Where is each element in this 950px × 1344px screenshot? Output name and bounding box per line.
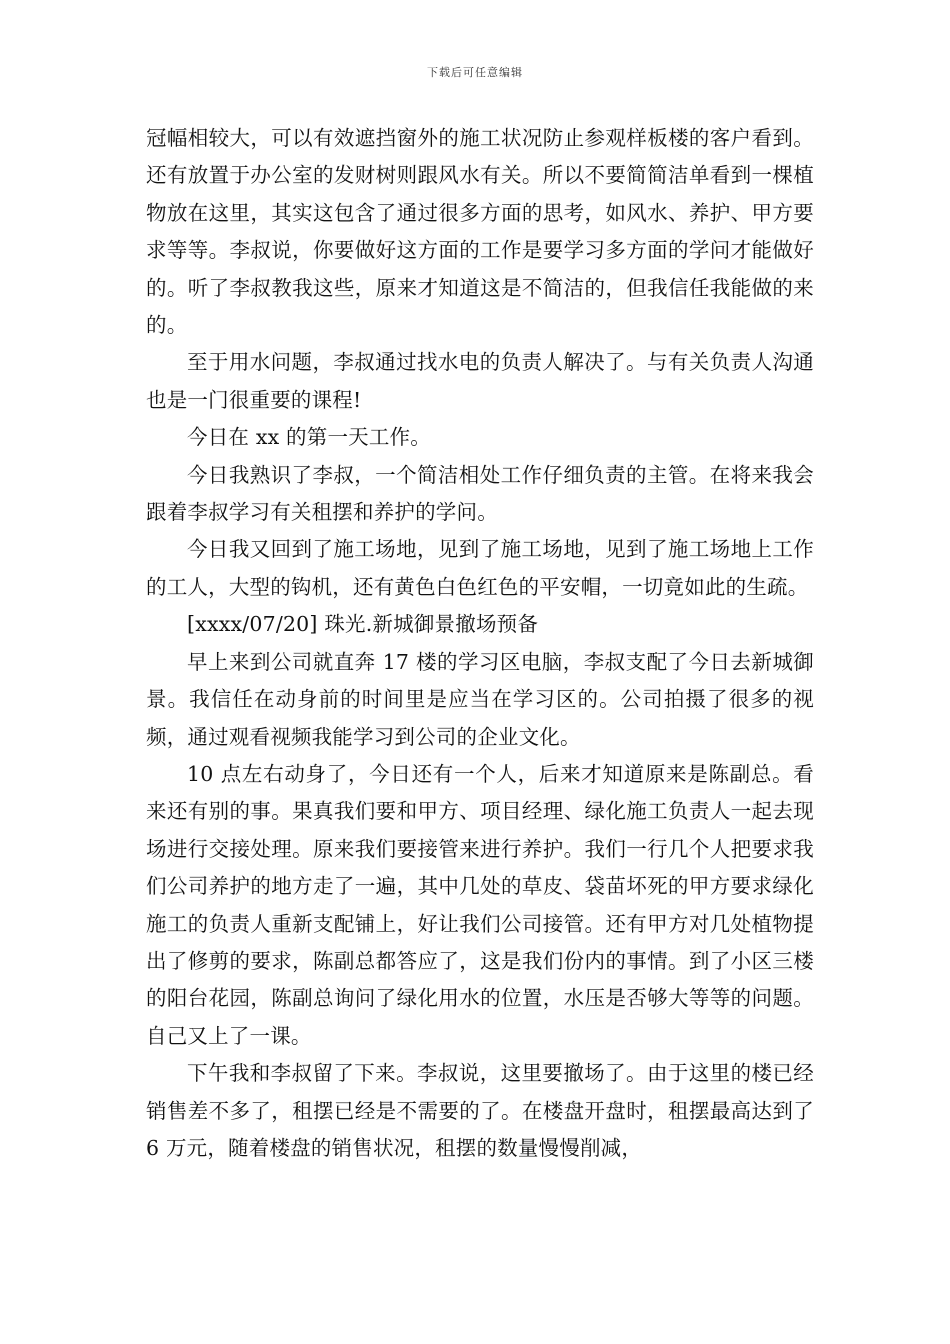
page-header: 下载后可任意编辑 xyxy=(427,66,523,79)
paragraph: 今日在 xx 的第一天工作。 xyxy=(187,425,431,450)
section-heading: [xxxx/07/20] 珠光.新城御景撤场预备 xyxy=(187,612,539,637)
document-body xyxy=(146,120,814,1167)
paragraph: 冠幅相较大，可以有效遮挡窗外的施工状况防止参观样板楼的客户看到。还有放置于办公室的发财树则跟风水有关。所以不要简简洁单看到一棵植物放在这里，其实这包含了通过很多方面的思考，如风水、养护、甲方要求等等。李叔说，你要做好这方面的工作是要学习多方面的学问才能做好的。听了李叔教我这些，原来才知道这是不简洁的，但我信任我能做的来的。 xyxy=(146,126,814,338)
paragraph: 今日我又回到了施工场地，见到了施工场地，见到了施工场地上工作的工人，大型的钩机，还有黄色白色红色的平安帽，一切竟如此的生疏。 xyxy=(146,537,814,599)
paragraph: 今日我熟识了李叔，一个简洁相处工作仔细负责的主管。在将来我会跟着李叔学习有关租摆和养护的学问。 xyxy=(146,462,814,525)
paragraph: 至于用水问题，李叔通过找水电的负责人解决了。与有关负责人沟通也是一门很重要的课程! xyxy=(146,350,814,412)
paragraph: 早上来到公司就直奔 17 楼的学习区电脑，李叔支配了今日去新城御景。我信任在动身前的时间里是应当在学习区的。公司拍摄了很多的视频，通过观看视频我能学习到公司的企业文化。 xyxy=(146,649,814,749)
paragraph: 下午我和李叔留了下来。李叔说，这里要撤场了。由于这里的楼已经销售差不多了，租摆已经是不需要的了。在楼盘开盘时，租摆最高达到了 6 万元，随着楼盘的销售状况，租摆的数量慢慢削减， xyxy=(146,1061,814,1160)
paragraph: 10 点左右动身了，今日还有一个人，后来才知道原来是陈副总。看来还有别的事。果真我们要和甲方、项目经理、绿化施工负责人一起去现场进行交接处理。原来我们要接管来进行养护。我们一行几个人把要求我们公司养护的地方走了一遍，其中几处的草皮、袋苗坏死的甲方要求绿化施工的负责人重新支配铺上，好让我们公司接管。还有甲方对几处植物提出了修剪的要求，陈副总都答应了，这是我们份内的事情。到了小区三楼的阳台花园，陈副总询问了绿化用水的位置，水压是否够大等等的问题。自己又上了一课。 xyxy=(146,761,814,1048)
